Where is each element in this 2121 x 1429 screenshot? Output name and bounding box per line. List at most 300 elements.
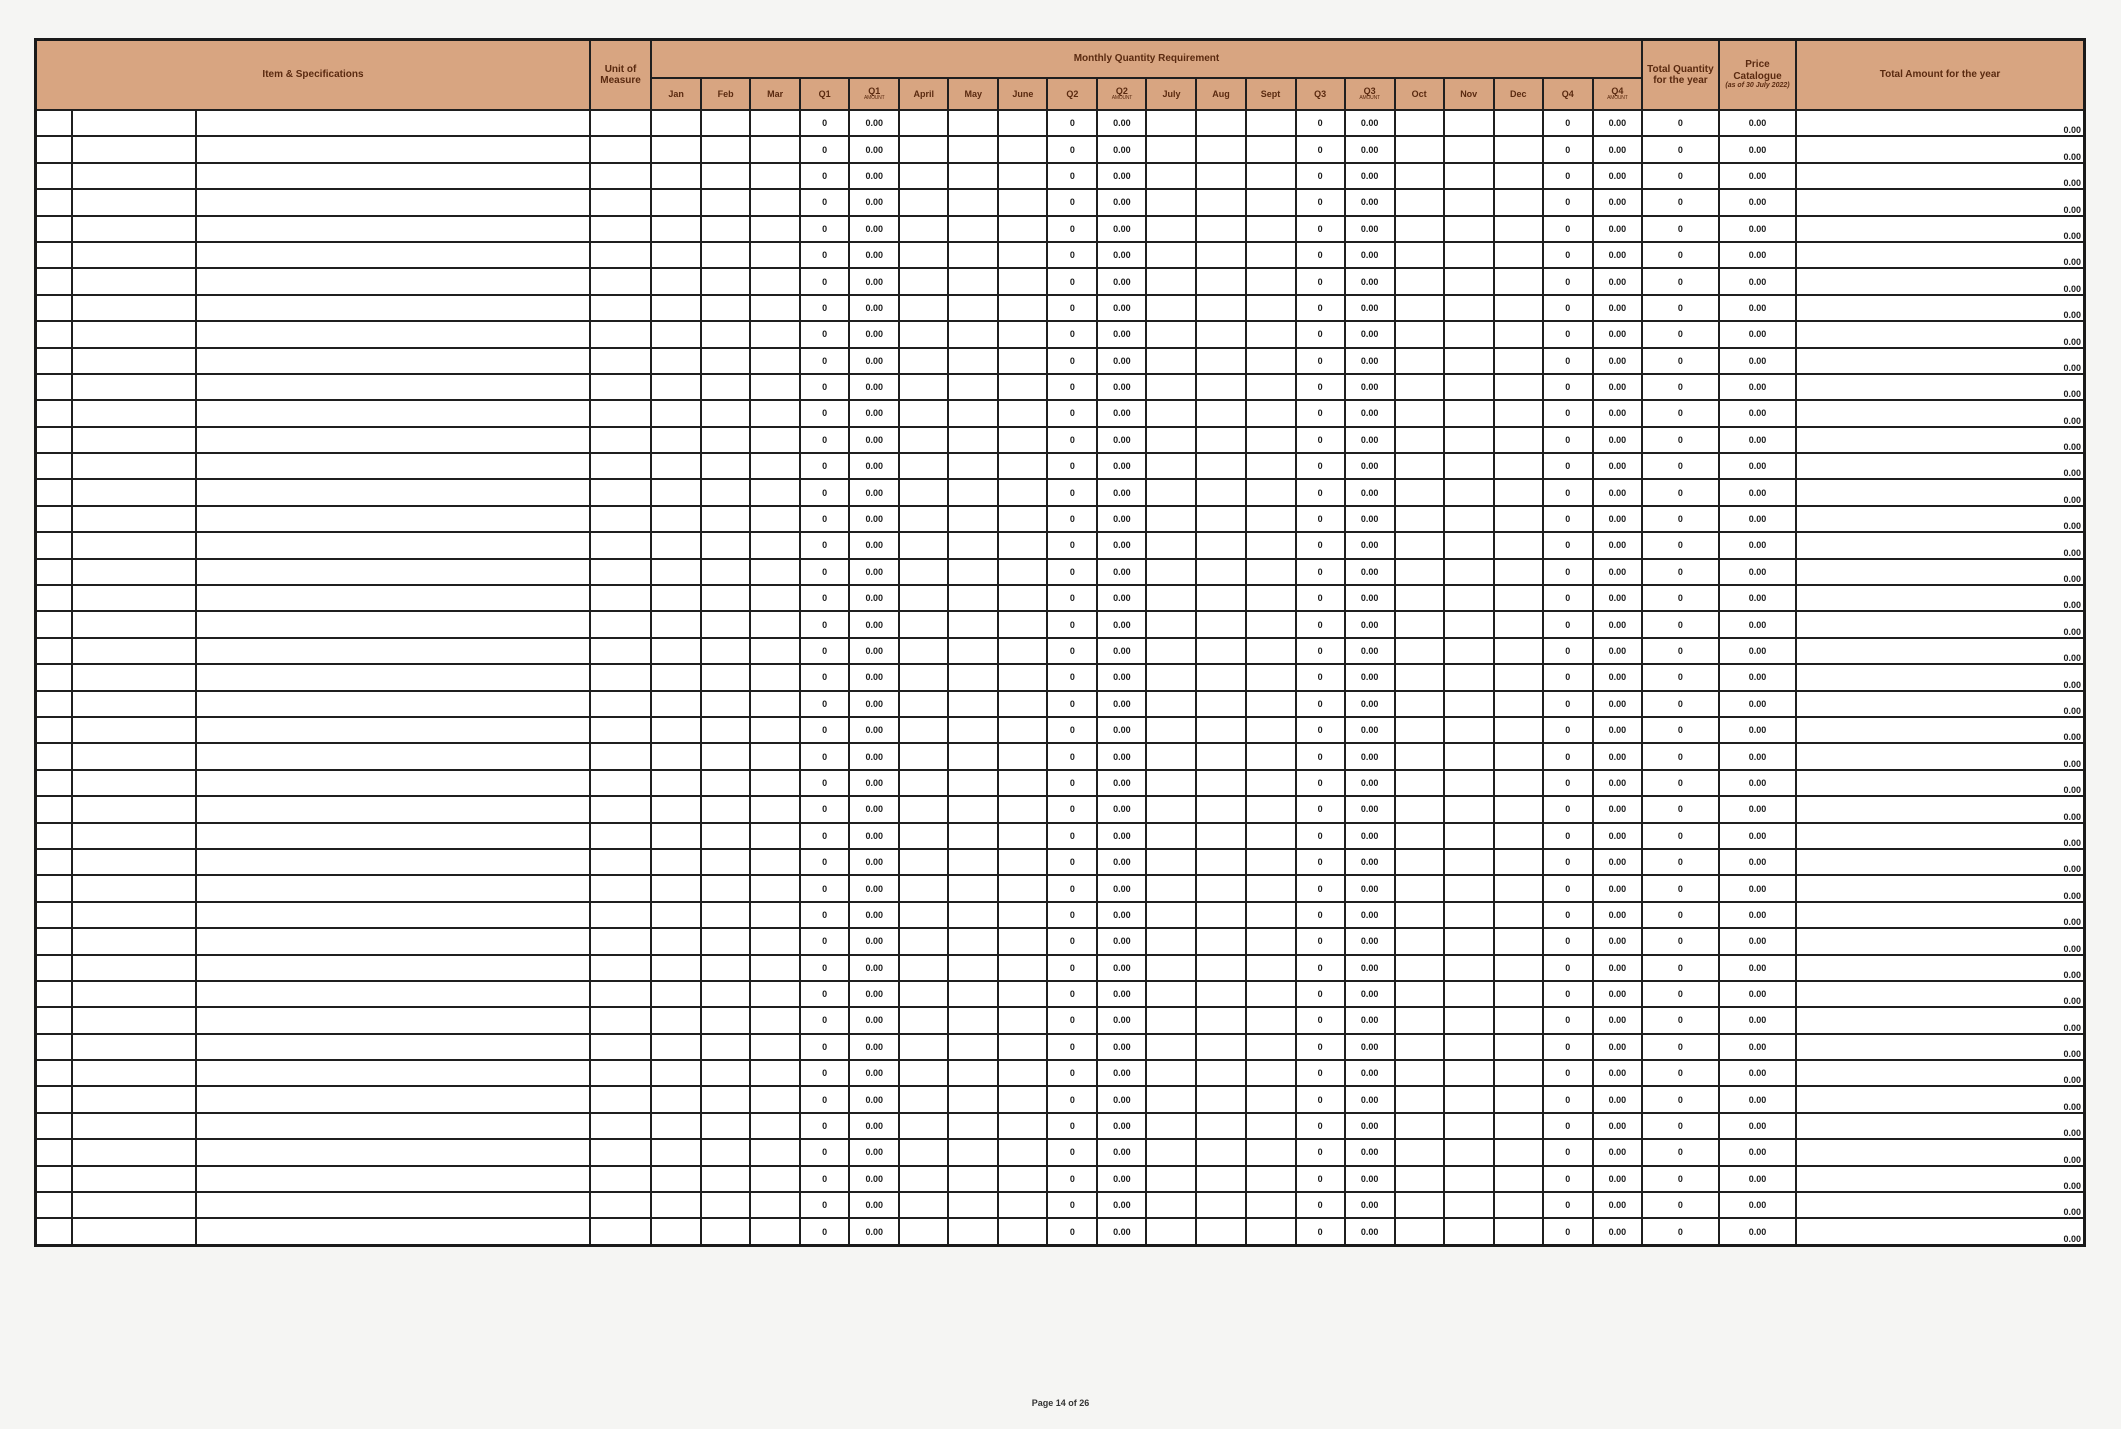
empty-cell: [36, 1113, 72, 1139]
empty-cell: [750, 875, 800, 901]
quarter-amount-cell: 0.00: [1345, 955, 1395, 981]
total-quantity-cell: 0: [1642, 1139, 1719, 1165]
quarter-amount-cell: 0.00: [1345, 743, 1395, 769]
quarter-amount-cell: 0.00: [849, 506, 899, 532]
empty-cell: [750, 638, 800, 664]
quarter-quantity-cell: 0: [1543, 1218, 1593, 1245]
header-q3: Q3: [1296, 78, 1345, 110]
quarter-amount-cell: 0.00: [849, 638, 899, 664]
quarter-amount-cell: 0.00: [1097, 585, 1146, 611]
total-quantity-cell: 0: [1642, 955, 1719, 981]
quarter-quantity-cell: 0: [800, 638, 849, 664]
empty-cell: [590, 743, 651, 769]
empty-cell: [1246, 136, 1296, 162]
empty-cell: [1444, 189, 1494, 215]
empty-cell: [998, 638, 1047, 664]
empty-cell: [72, 1166, 196, 1192]
quarter-amount-cell: 0.00: [1345, 585, 1395, 611]
quarter-quantity-cell: 0: [1543, 875, 1593, 901]
total-amount-cell: 0.00: [1796, 295, 2084, 321]
empty-cell: [590, 1139, 651, 1165]
price-cell: 0.00: [1719, 110, 1796, 136]
empty-cell: [750, 1007, 800, 1033]
empty-cell: [590, 1086, 651, 1112]
quarter-quantity-cell: 0: [1543, 1034, 1593, 1060]
quarter-quantity-cell: 0: [800, 189, 849, 215]
empty-cell: [1246, 1139, 1296, 1165]
empty-cell: [1196, 638, 1245, 664]
empty-cell: [899, 743, 948, 769]
quarter-amount-cell: 0.00: [849, 1060, 899, 1086]
empty-cell: [36, 216, 72, 242]
empty-cell: [36, 532, 72, 558]
empty-cell: [651, 189, 701, 215]
empty-cell: [36, 1034, 72, 1060]
total-quantity-cell: 0: [1642, 1192, 1719, 1218]
quarter-amount-cell: 0.00: [1097, 743, 1146, 769]
empty-cell: [1196, 1113, 1245, 1139]
empty-cell: [590, 664, 651, 690]
quarter-quantity-cell: 0: [1543, 295, 1593, 321]
empty-cell: [948, 611, 998, 637]
empty-cell: [1196, 1060, 1245, 1086]
empty-cell: [590, 875, 651, 901]
price-cell: 0.00: [1719, 559, 1796, 585]
empty-cell: [1494, 189, 1543, 215]
total-amount-cell: 0.00: [1796, 216, 2084, 242]
empty-cell: [1395, 216, 1444, 242]
empty-cell: [1395, 1166, 1444, 1192]
empty-cell: [72, 1060, 196, 1086]
quarter-quantity-cell: 0: [1296, 585, 1345, 611]
empty-cell: [1395, 110, 1444, 136]
empty-cell: [701, 1166, 750, 1192]
empty-cell: [750, 928, 800, 954]
empty-cell: [1246, 875, 1296, 901]
price-cell: 0.00: [1719, 1192, 1796, 1218]
table-row: [36, 928, 2085, 954]
price-cell: 0.00: [1719, 1034, 1796, 1060]
table-row: [36, 1113, 2085, 1139]
quarter-quantity-cell: 0: [800, 981, 849, 1007]
empty-cell: [948, 216, 998, 242]
empty-cell: [899, 1086, 948, 1112]
empty-cell: [998, 189, 1047, 215]
empty-cell: [36, 1218, 72, 1245]
quarter-quantity-cell: 0: [1047, 1113, 1097, 1139]
empty-cell: [651, 400, 701, 426]
quarter-quantity-cell: 0: [1047, 770, 1097, 796]
total-amount-cell: 0.00: [1796, 110, 2084, 136]
quarter-quantity-cell: 0: [1047, 532, 1097, 558]
empty-cell: [1246, 479, 1296, 505]
empty-cell: [899, 163, 948, 189]
header-may: May: [948, 78, 998, 110]
quarter-quantity-cell: 0: [800, 770, 849, 796]
quarter-quantity-cell: 0: [1047, 981, 1097, 1007]
quarter-amount-cell: 0.00: [849, 955, 899, 981]
empty-cell: [1246, 823, 1296, 849]
total-amount-cell: 0.00: [1796, 1007, 2084, 1033]
empty-cell: [1196, 611, 1245, 637]
quarter-quantity-cell: 0: [1296, 1192, 1345, 1218]
quarter-amount-cell: 0.00: [1593, 849, 1642, 875]
quarter-amount-cell: 0.00: [1593, 981, 1642, 1007]
quarter-amount-cell: 0.00: [849, 216, 899, 242]
quarter-quantity-cell: 0: [1296, 1007, 1345, 1033]
price-cell: 0.00: [1719, 902, 1796, 928]
quarter-amount-cell: 0.00: [1345, 163, 1395, 189]
empty-cell: [36, 717, 72, 743]
empty-cell: [651, 532, 701, 558]
empty-cell: [651, 691, 701, 717]
quarter-amount-cell: 0.00: [1097, 321, 1146, 347]
quarter-quantity-cell: 0: [1296, 902, 1345, 928]
quarter-quantity-cell: 0: [1047, 1139, 1097, 1165]
header-q2-amount: [1097, 78, 1146, 110]
empty-cell: [590, 400, 651, 426]
quarter-amount-cell: 0.00: [1345, 242, 1395, 268]
empty-cell: [998, 348, 1047, 374]
empty-cell: [1146, 691, 1196, 717]
empty-cell: [1395, 242, 1444, 268]
empty-cell: [1146, 1166, 1196, 1192]
empty-cell: [1444, 136, 1494, 162]
total-amount-cell: 0.00: [1796, 506, 2084, 532]
empty-cell: [998, 770, 1047, 796]
table-row: [36, 796, 2085, 822]
quarter-quantity-cell: 0: [800, 955, 849, 981]
empty-cell: [899, 348, 948, 374]
total-amount-cell: 0.00: [1796, 849, 2084, 875]
empty-cell: [196, 981, 590, 1007]
price-cell: 0.00: [1719, 506, 1796, 532]
empty-cell: [998, 875, 1047, 901]
empty-cell: [899, 295, 948, 321]
empty-cell: [701, 268, 750, 294]
quarter-amount-cell: 0.00: [1345, 295, 1395, 321]
empty-cell: [1395, 1113, 1444, 1139]
quarter-amount-cell: 0.00: [1593, 163, 1642, 189]
empty-cell: [899, 1113, 948, 1139]
total-quantity-cell: 0: [1642, 1113, 1719, 1139]
price-cell: 0.00: [1719, 743, 1796, 769]
quarter-quantity-cell: 0: [1047, 875, 1097, 901]
empty-cell: [701, 453, 750, 479]
empty-cell: [998, 1034, 1047, 1060]
total-amount-cell: 0.00: [1796, 321, 2084, 347]
quarter-quantity-cell: 0: [1543, 955, 1593, 981]
quarter-amount-cell: 0.00: [1593, 902, 1642, 928]
empty-cell: [1444, 1192, 1494, 1218]
total-quantity-cell: 0: [1642, 664, 1719, 690]
empty-cell: [590, 242, 651, 268]
quarter-quantity-cell: 0: [1543, 1192, 1593, 1218]
empty-cell: [948, 823, 998, 849]
empty-cell: [651, 242, 701, 268]
empty-cell: [651, 216, 701, 242]
empty-cell: [1494, 216, 1543, 242]
table-row: [36, 479, 2085, 505]
empty-cell: [948, 1192, 998, 1218]
empty-cell: [1246, 770, 1296, 796]
quarter-quantity-cell: 0: [800, 691, 849, 717]
empty-cell: [1494, 110, 1543, 136]
empty-cell: [1494, 348, 1543, 374]
empty-cell: [948, 479, 998, 505]
quarter-quantity-cell: 0: [1296, 611, 1345, 637]
empty-cell: [1146, 981, 1196, 1007]
empty-cell: [1395, 163, 1444, 189]
quarter-quantity-cell: 0: [1543, 110, 1593, 136]
empty-cell: [196, 691, 590, 717]
price-cell: 0.00: [1719, 611, 1796, 637]
empty-cell: [196, 1034, 590, 1060]
quarter-amount-cell: 0.00: [849, 348, 899, 374]
empty-cell: [72, 532, 196, 558]
quarter-amount-cell: 0.00: [1345, 796, 1395, 822]
quarter-quantity-cell: 0: [1543, 585, 1593, 611]
empty-cell: [701, 163, 750, 189]
empty-cell: [750, 1060, 800, 1086]
total-quantity-cell: 0: [1642, 796, 1719, 822]
quarter-amount-cell: 0.00: [1097, 1086, 1146, 1112]
empty-cell: [899, 374, 948, 400]
total-quantity-cell: 0: [1642, 295, 1719, 321]
quarter-amount-cell: 0.00: [1345, 136, 1395, 162]
quarter-amount-cell: 0.00: [1593, 189, 1642, 215]
empty-cell: [1196, 1007, 1245, 1033]
quarter-amount-cell: 0.00: [1593, 611, 1642, 637]
empty-cell: [36, 136, 72, 162]
empty-cell: [1395, 1034, 1444, 1060]
empty-cell: [1444, 1034, 1494, 1060]
empty-cell: [899, 1166, 948, 1192]
empty-cell: [1146, 664, 1196, 690]
empty-cell: [899, 717, 948, 743]
quarter-quantity-cell: 0: [800, 1192, 849, 1218]
quarter-amount-cell: 0.00: [1097, 453, 1146, 479]
empty-cell: [998, 1060, 1047, 1086]
empty-cell: [36, 638, 72, 664]
empty-cell: [651, 163, 701, 189]
quarter-amount-cell: 0.00: [849, 110, 899, 136]
table-row: [36, 400, 2085, 426]
empty-cell: [196, 717, 590, 743]
empty-cell: [1246, 110, 1296, 136]
empty-cell: [1494, 1139, 1543, 1165]
empty-cell: [1246, 849, 1296, 875]
empty-cell: [72, 136, 196, 162]
empty-cell: [998, 295, 1047, 321]
empty-cell: [1196, 559, 1245, 585]
empty-cell: [948, 955, 998, 981]
empty-cell: [899, 796, 948, 822]
empty-cell: [948, 1060, 998, 1086]
header-mar: Mar: [750, 78, 800, 110]
empty-cell: [1494, 1086, 1543, 1112]
quarter-quantity-cell: 0: [1047, 1060, 1097, 1086]
empty-cell: [899, 1218, 948, 1245]
empty-cell: [1196, 717, 1245, 743]
empty-cell: [899, 981, 948, 1007]
total-quantity-cell: 0: [1642, 110, 1719, 136]
quarter-quantity-cell: 0: [1543, 796, 1593, 822]
empty-cell: [36, 506, 72, 532]
empty-cell: [701, 1192, 750, 1218]
empty-cell: [998, 1192, 1047, 1218]
empty-cell: [998, 506, 1047, 532]
empty-cell: [1444, 955, 1494, 981]
empty-cell: [750, 743, 800, 769]
empty-cell: [998, 955, 1047, 981]
total-amount-cell: 0.00: [1796, 717, 2084, 743]
empty-cell: [1395, 585, 1444, 611]
price-cell: 0.00: [1719, 823, 1796, 849]
empty-cell: [196, 823, 590, 849]
empty-cell: [1494, 1060, 1543, 1086]
quarter-quantity-cell: 0: [1543, 664, 1593, 690]
total-amount-cell: 0.00: [1796, 955, 2084, 981]
empty-cell: [1246, 664, 1296, 690]
total-amount-cell: 0.00: [1796, 875, 2084, 901]
header-aug: Aug: [1196, 78, 1245, 110]
total-quantity-cell: 0: [1642, 532, 1719, 558]
total-quantity-cell: 0: [1642, 1166, 1719, 1192]
quarter-amount-cell: 0.00: [1345, 1086, 1395, 1112]
empty-cell: [36, 559, 72, 585]
quarter-amount-cell: 0.00: [1593, 1086, 1642, 1112]
empty-cell: [1444, 268, 1494, 294]
empty-cell: [1395, 374, 1444, 400]
empty-cell: [1395, 691, 1444, 717]
empty-cell: [1246, 796, 1296, 822]
quarter-amount-cell: 0.00: [849, 374, 899, 400]
empty-cell: [651, 1007, 701, 1033]
empty-cell: [701, 374, 750, 400]
empty-cell: [196, 955, 590, 981]
empty-cell: [1246, 163, 1296, 189]
empty-cell: [899, 268, 948, 294]
price-cell: 0.00: [1719, 691, 1796, 717]
empty-cell: [651, 796, 701, 822]
empty-cell: [899, 559, 948, 585]
quarter-quantity-cell: 0: [800, 136, 849, 162]
quarter-quantity-cell: 0: [800, 163, 849, 189]
quarter-quantity-cell: 0: [1296, 1034, 1345, 1060]
empty-cell: [36, 189, 72, 215]
quarter-amount-cell: 0.00: [1593, 1139, 1642, 1165]
empty-cell: [1146, 611, 1196, 637]
price-catalogue-label: Price Catalogue: [1733, 59, 1782, 82]
empty-cell: [651, 849, 701, 875]
quarter-quantity-cell: 0: [1047, 664, 1097, 690]
quarter-quantity-cell: 0: [800, 611, 849, 637]
empty-cell: [590, 955, 651, 981]
empty-cell: [72, 611, 196, 637]
total-quantity-cell: 0: [1642, 849, 1719, 875]
quarter-amount-cell: 0.00: [1593, 1034, 1642, 1060]
empty-cell: [196, 1192, 590, 1218]
empty-cell: [899, 849, 948, 875]
empty-cell: [948, 849, 998, 875]
empty-cell: [1146, 321, 1196, 347]
empty-cell: [899, 902, 948, 928]
empty-cell: [899, 875, 948, 901]
quarter-amount-cell: 0.00: [1593, 1007, 1642, 1033]
total-amount-cell: 0.00: [1796, 163, 2084, 189]
empty-cell: [1494, 1166, 1543, 1192]
quarter-amount-cell: 0.00: [1593, 796, 1642, 822]
empty-cell: [1444, 770, 1494, 796]
total-quantity-cell: 0: [1642, 902, 1719, 928]
empty-cell: [651, 955, 701, 981]
price-cell: 0.00: [1719, 1166, 1796, 1192]
empty-cell: [1494, 875, 1543, 901]
empty-cell: [196, 559, 590, 585]
empty-cell: [196, 427, 590, 453]
quarter-amount-cell: 0.00: [1345, 559, 1395, 585]
empty-cell: [651, 559, 701, 585]
quarter-quantity-cell: 0: [800, 1218, 849, 1245]
quarter-amount-cell: 0.00: [1097, 242, 1146, 268]
total-amount-cell: 0.00: [1796, 532, 2084, 558]
header-q2: Q2: [1047, 78, 1097, 110]
quarter-amount-cell: 0.00: [1345, 1166, 1395, 1192]
quarter-amount-cell: 0.00: [849, 295, 899, 321]
total-amount-cell: 0.00: [1796, 1034, 2084, 1060]
quarter-quantity-cell: 0: [1296, 1166, 1345, 1192]
empty-cell: [36, 823, 72, 849]
total-amount-cell: 0.00: [1796, 479, 2084, 505]
empty-cell: [998, 902, 1047, 928]
empty-cell: [1444, 559, 1494, 585]
empty-cell: [899, 321, 948, 347]
empty-cell: [1395, 1218, 1444, 1245]
total-quantity-cell: 0: [1642, 348, 1719, 374]
total-quantity-cell: 0: [1642, 216, 1719, 242]
empty-cell: [1494, 321, 1543, 347]
quarter-amount-cell: 0.00: [849, 928, 899, 954]
table-row: [36, 1007, 2085, 1033]
price-cell: 0.00: [1719, 955, 1796, 981]
empty-cell: [1444, 506, 1494, 532]
empty-cell: [1444, 691, 1494, 717]
empty-cell: [1494, 506, 1543, 532]
empty-cell: [701, 321, 750, 347]
empty-cell: [1395, 928, 1444, 954]
total-amount-cell: 0.00: [1796, 743, 2084, 769]
q3-amount-word: AMOUNT: [1359, 95, 1380, 102]
quarter-amount-cell: 0.00: [849, 242, 899, 268]
empty-cell: [651, 295, 701, 321]
empty-cell: [1444, 875, 1494, 901]
empty-cell: [36, 585, 72, 611]
quarter-quantity-cell: 0: [1047, 955, 1097, 981]
quarter-quantity-cell: 0: [1047, 1192, 1097, 1218]
price-cell: 0.00: [1719, 664, 1796, 690]
empty-cell: [1395, 479, 1444, 505]
header-sep: Sept: [1246, 78, 1296, 110]
empty-cell: [1196, 216, 1245, 242]
quarter-amount-cell: 0.00: [1097, 163, 1146, 189]
quarter-quantity-cell: 0: [1296, 743, 1345, 769]
empty-cell: [1395, 295, 1444, 321]
empty-cell: [1196, 1218, 1245, 1245]
empty-cell: [948, 453, 998, 479]
total-quantity-cell: 0: [1642, 189, 1719, 215]
empty-cell: [72, 796, 196, 822]
